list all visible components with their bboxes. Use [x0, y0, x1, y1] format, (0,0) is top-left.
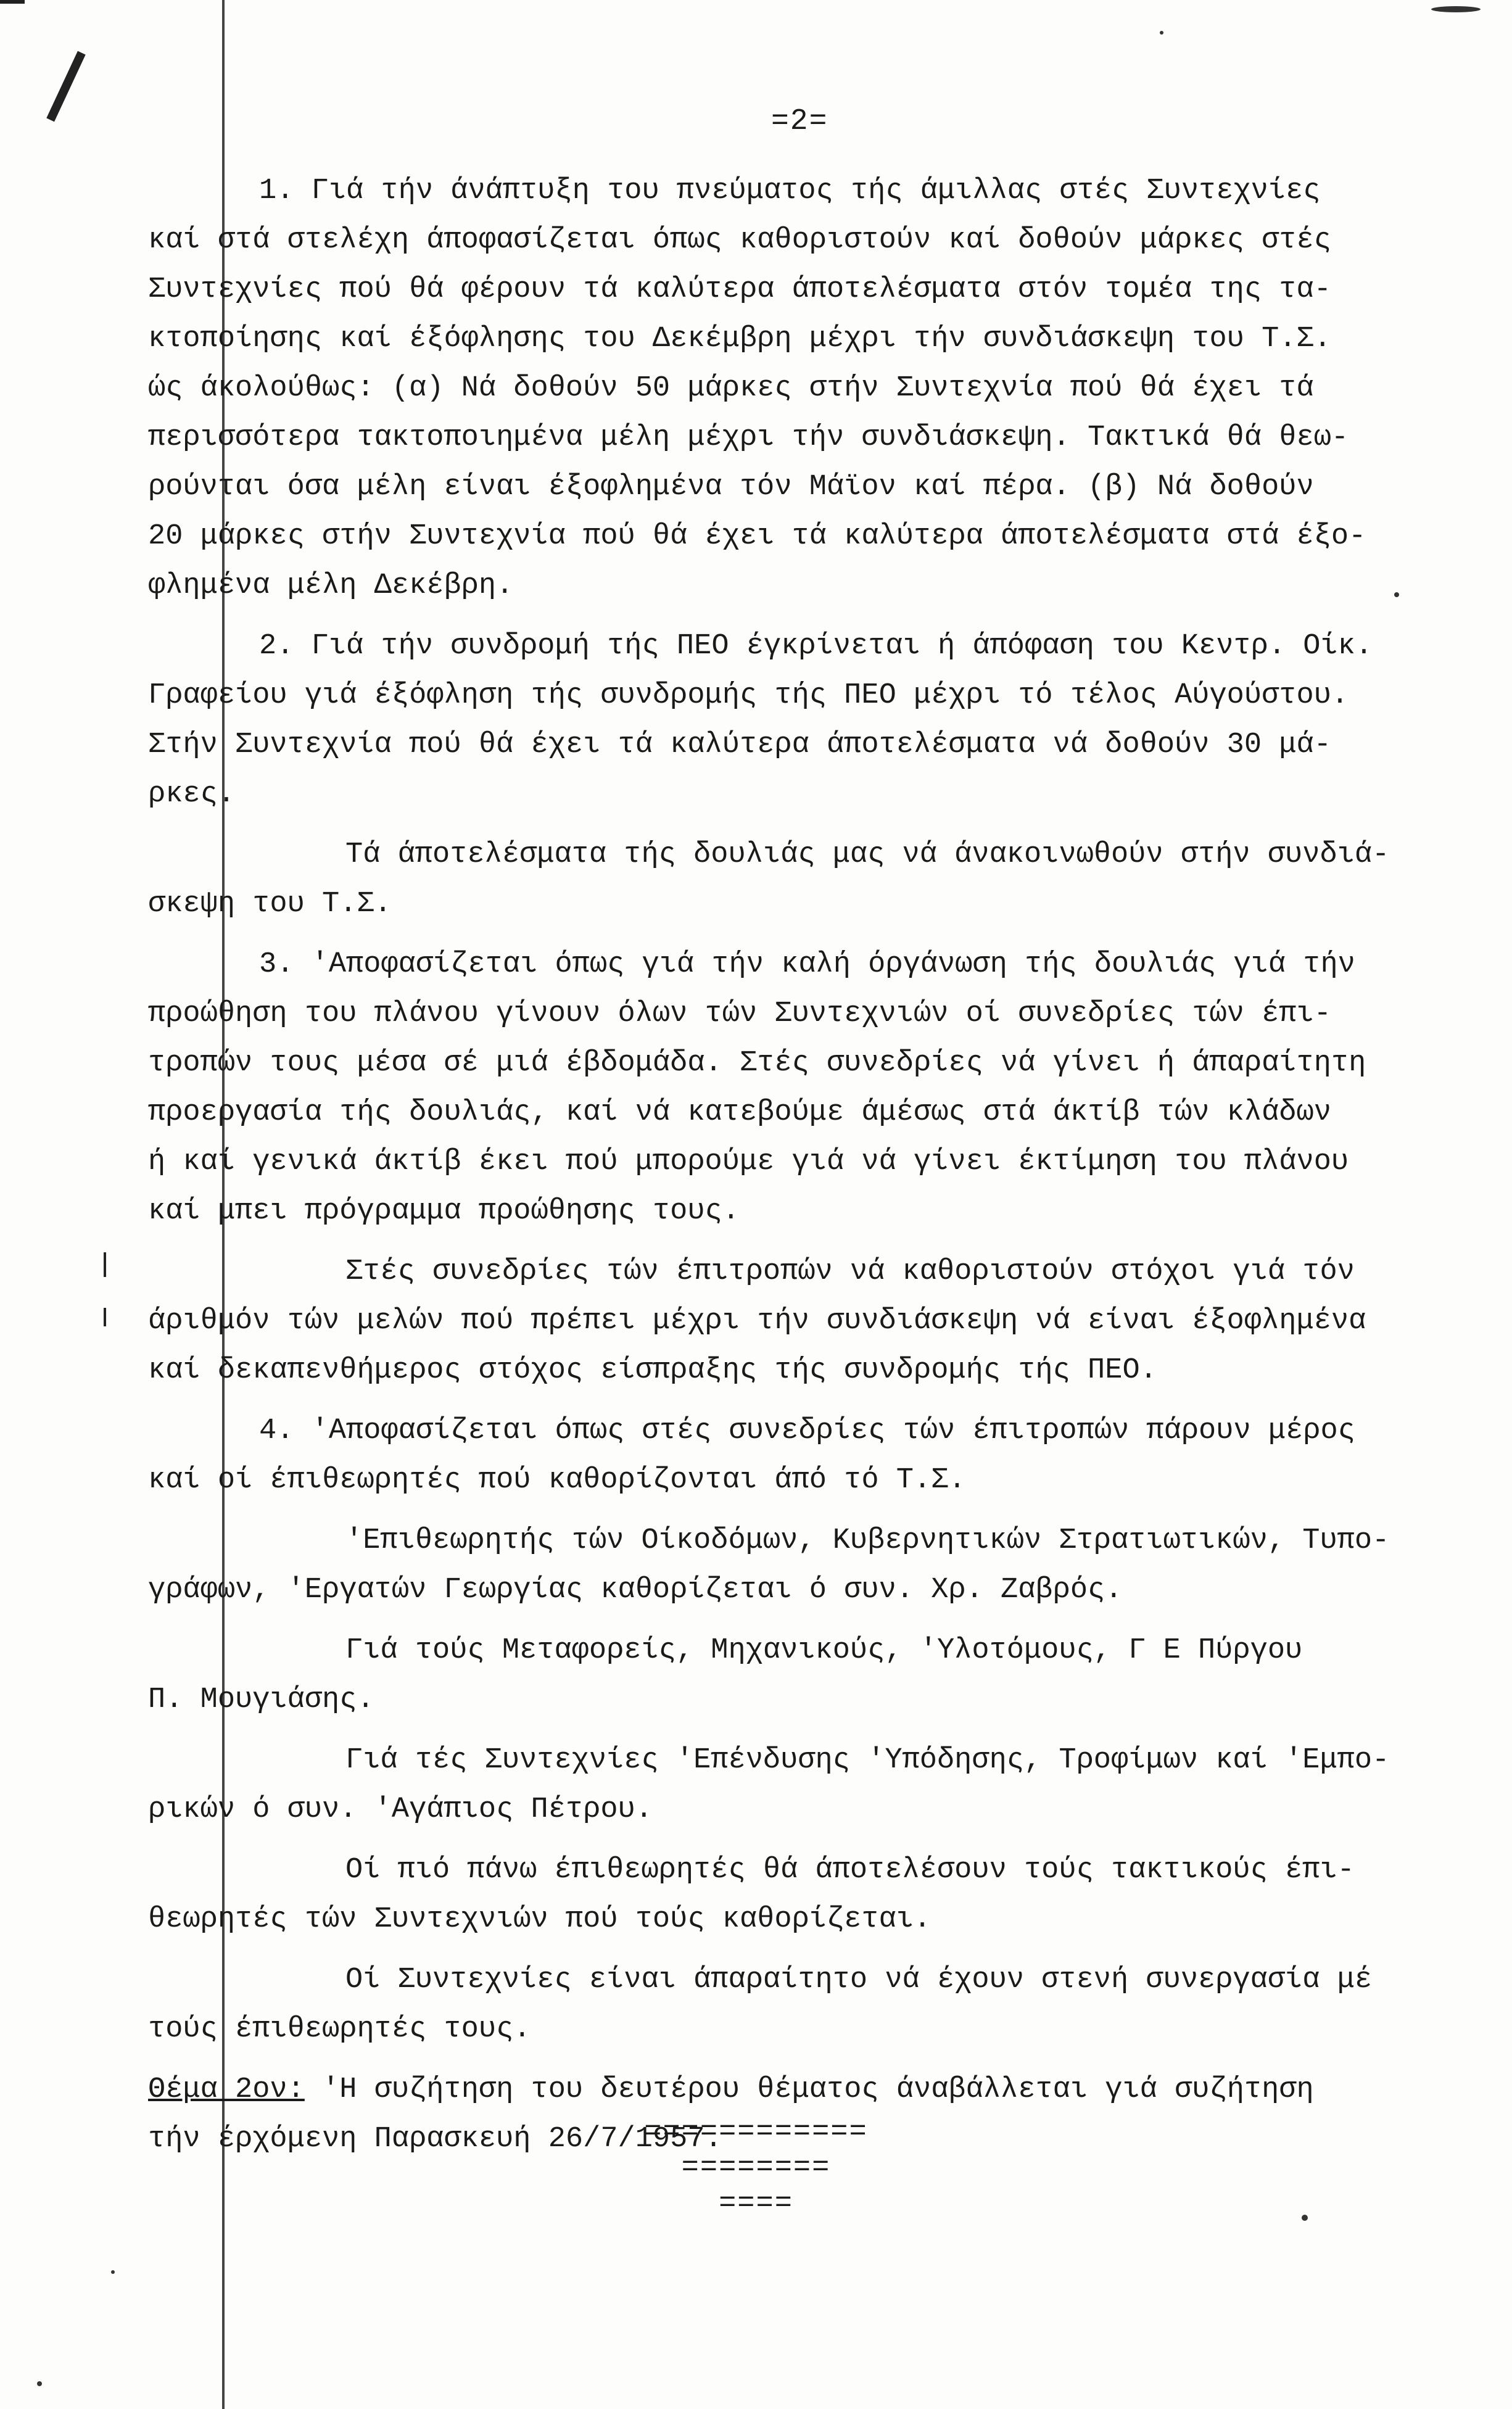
text-line: άριθμόν τών μελών πού πρέπει μέχρι τήν συνδιάσκεψη νά είναι έξοφλημένα [148, 1305, 1366, 1337]
text-line [148, 2065, 1474, 2115]
text-line: Π. Μουγιάσης. [148, 1684, 374, 1716]
document-body [148, 167, 1474, 2164]
text-line: καί οί έπιθεωρητές πού καθορίζονται άπό τό Τ.Σ. [148, 1464, 966, 1497]
page-number: =2= [771, 105, 828, 138]
paragraph-4 [148, 1407, 1474, 1505]
text-line: ρούνται όσα μέλη είναι έξοφλημένα τόν Μάϊον καί πέρα. (β) Νά δοθούν [148, 471, 1314, 503]
text-line: 'Επιθεωρητής τών Οίκοδόμων, Κυβερνητικών Στρατιωτικών, Τυπο- [345, 1524, 1390, 1557]
scan-speck [1160, 31, 1163, 35]
text-line: τήν έρχόμενη Παρασκευή 26/7/1957. [148, 2123, 722, 2155]
text-line: Συντεχνίες πού θά φέρουν τά καλύτερα άποτελέσματα στόν τομέα της τα- [148, 273, 1331, 306]
text-line: 20 μάρκες στήν Συντεχνία πού θά έχει τά καλύτερα άποτελέσματα στά έξο- [148, 520, 1366, 553]
paragraph-4f [148, 1956, 1474, 2054]
paragraph-4c [148, 1626, 1474, 1725]
text-line: καί στά στελέχη άποφασίζεται όπως καθοριστούν καί δοθούν μάρκες στές [148, 224, 1331, 257]
pen-mark [46, 51, 85, 122]
margin-mark [104, 1308, 106, 1326]
text-line: φλημένα μέλη Δεκέβρη. [148, 569, 514, 602]
corner-mark [0, 0, 25, 4]
paragraph-4d [148, 1736, 1474, 1835]
text-line: Γιά τές Συντεχνίες 'Επένδυσης 'Υπόδησης, Τροφίμων καί 'Εμπο- [345, 1744, 1390, 1777]
divider-line: ============ [644, 2116, 868, 2149]
divider-line: ======== [681, 2152, 831, 2184]
paragraph-4b [148, 1516, 1474, 1615]
text-line: Οί Συντεχνίες είναι άπαραίτητο νά έχουν στενή συνεργασία μέ [345, 1964, 1373, 1996]
paragraph-2b [148, 830, 1474, 929]
text-line: σκεψη του Τ.Σ. [148, 888, 392, 920]
text-line: προώθηση του πλάνου γίνουν όλων τών Συντεχνιών οί συνεδρίες τών έπι- [148, 998, 1331, 1030]
paragraph-3b [148, 1247, 1474, 1395]
text-line: θεωρητές τών Συντεχνιών πού τούς καθορίζεται. [148, 1903, 932, 1936]
text-line: περισσότερα τακτοποιημένα μέλη μέχρι τήν συνδιάσκεψη. Τακτικά θά θεω- [148, 421, 1349, 454]
text-line: τούς έπιθεωρητές τους. [148, 2013, 531, 2046]
text-line: 4. 'Αποφασίζεται όπως στές συνεδρίες τών έπιτροπών πάρουν μέρος [259, 1415, 1355, 1447]
scan-speck [1431, 6, 1481, 12]
text-line: 3. 'Αποφασίζεται όπως γιά τήν καλή όργάνωση τής δουλιάς γιά τήν [259, 948, 1355, 981]
text-line: ρκες. [148, 778, 236, 811]
topic-label: Θέμα 2ον: [148, 2073, 305, 2106]
text-line: Γιά τούς Μεταφορείς, Μηχανικούς, 'Υλοτόμους, Γ Ε Πύργου [345, 1634, 1303, 1667]
scan-speck [37, 2381, 42, 2386]
text-line: 2. Γιά τήν συνδρομή τής ΠΕΟ έγκρίνεται ή άπόφαση του Κεντρ. Οίκ. [259, 630, 1373, 663]
paragraph-2 [148, 622, 1474, 819]
text-line: Στές συνεδρίες τών έπιτροπών νά καθοριστούν στόχοι γιά τόν [345, 1255, 1355, 1288]
text-line: προεργασία τής δουλιάς, καί νά κατεβούμε άμέσως στά άκτίβ τών κλάδων [148, 1096, 1331, 1129]
topic-paragraph [148, 2065, 1474, 2164]
text-line: Οί πιό πάνω έπιθεωρητές θά άποτελέσουν τούς τακτικούς έπι- [345, 1854, 1355, 1886]
margin-mark [104, 1252, 106, 1277]
text-line: καί μπει πρόγραμμα προώθησης τους. [148, 1195, 740, 1228]
text-line: κτοποίησης καί έξόφλησης του Δεκέμβρη μέχρι τήν συνδιάσκεψη του Τ.Σ. [148, 323, 1331, 355]
divider-line: ==== [719, 2188, 793, 2220]
text-line: ή καί γενικά άκτίβ έκει πού μπορούμε γιά νά γίνει έκτίμηση του πλάνου [148, 1146, 1349, 1178]
text-line: Τά άποτελέσματα τής δουλιάς μας νά άνακοινωθούν στήν συνδιά- [345, 838, 1390, 871]
text-line: καί δεκαπενθήμερος στόχος είσπραξης τής συνδρομής τής ΠΕΟ. [148, 1354, 1157, 1387]
text-line: 1. Γιά τήν άνάπτυξη του πνεύματος τής άμιλλας στές Συντεχνίες [259, 175, 1321, 207]
paragraph-3 [148, 940, 1474, 1236]
text-line: ώς άκολούθως: (α) Νά δοθούν 50 μάρκες στήν Συντεχνία πού θά έχει τά [148, 372, 1314, 405]
text-line: γράφων, 'Εργατών Γεωργίας καθορίζεται ό συν. Χρ. Ζαβρός. [148, 1574, 1123, 1606]
text-line: Γραφείου γιά έξόφληση τής συνδρομής τής ΠΕΟ μέχρι τό τέλος Αύγούστου. [148, 679, 1349, 712]
text-line: Στήν Συντεχνία πού θά έχει τά καλύτερα άποτελέσματα νά δοθούν 30 μά- [148, 729, 1331, 761]
topic-text: 'Η συζήτηση του δευτέρου θέματος άναβάλλεται γιά συζήτηση [322, 2073, 1314, 2106]
text-line: ρικών ό συν. 'Αγάπιος Πέτρου. [148, 1793, 653, 1826]
text-line: τροπών τους μέσα σέ μιά έβδομάδα. Στές συνεδρίες νά γίνει ή άπαραίτητη [148, 1047, 1366, 1080]
paragraph-1 [148, 167, 1474, 611]
paragraph-4e [148, 1846, 1474, 1944]
scan-speck [111, 2270, 115, 2274]
